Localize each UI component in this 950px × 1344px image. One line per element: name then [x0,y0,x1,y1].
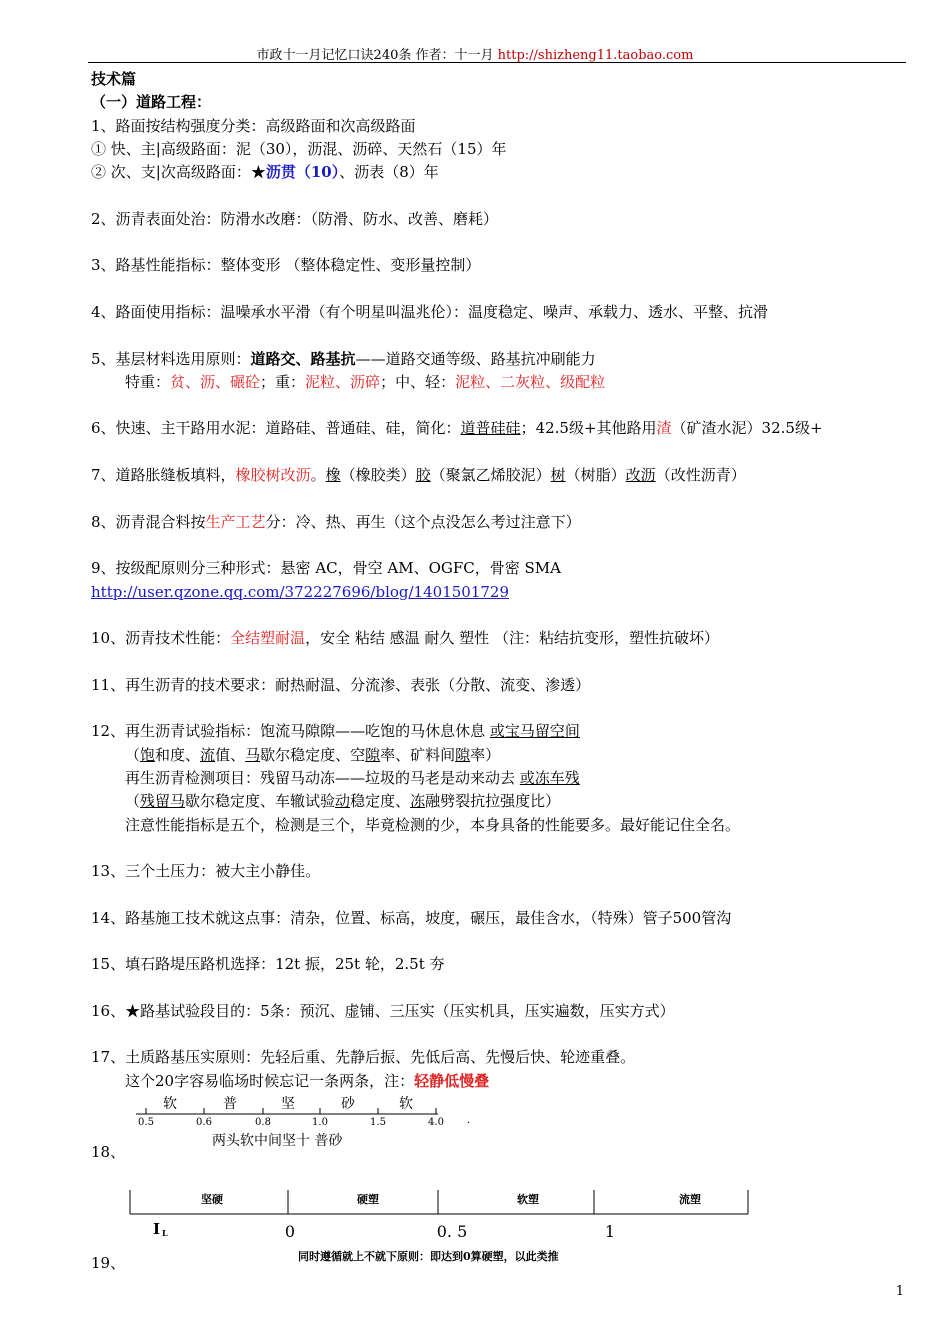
document-body [91,68,911,1093]
text-span: 稳定度、 [350,792,411,811]
red-span: 全结塑耐温 [230,629,306,648]
text-span: 8、沥青混合料按 [91,512,206,531]
red-span: 生产工艺 [205,512,266,531]
item-3: 3、路基性能指标：整体变形 （整体稳定性、变形量控制） [91,256,481,275]
item-5-sub [91,371,911,394]
item-13: 13、三个土压力：被大主小静佳。 [91,862,321,881]
text-span: ——道路交通等级、路基抗冲刷能力 [355,349,596,368]
consistency-figure [128,1186,752,1268]
page-header [0,44,950,63]
item-5 [91,348,911,371]
underline-span: 动 [335,792,351,811]
text-span: 特重： [125,372,171,391]
tick-value: 1.5 [370,1117,386,1128]
scale-label: 软 [399,1096,413,1112]
red-bold-span: 轻静低慢叠 [414,1071,490,1090]
red-span: 泥粒、二灰粒、级配粒 [455,372,606,391]
highlight-span: 沥贯（10） [265,163,340,182]
text-span: 10、沥青技术性能： [91,629,231,648]
text-span: 分：冷、热、再生（这个点没怎么考过注意下） [265,512,581,531]
underline-span: 隙 [455,745,471,764]
item-12-sub3 [91,790,911,813]
text-span: 歇尔稳定度、车辙试验 [185,792,336,811]
il-value: 1 [604,1222,616,1241]
text-span: （聚氯乙烯胶泥） [430,466,551,485]
header-text: 市政十一月记忆口诀240条 作者：十一月 [256,48,494,63]
underline-span: 橡 [325,466,341,485]
table-header: 软塑 [517,1193,539,1206]
text-span: ；重： [260,372,306,391]
text-span: ；42.5级+其他路用 [520,419,657,438]
text-span: 、沥表（8）年 [339,163,439,182]
text-span: （ [125,745,141,764]
tick-value: 0.8 [255,1117,271,1128]
item-9: 9、按级配原则分三种形式：悬密 AC，骨空 AM、OGFC，骨密 SMA [91,559,561,578]
item-12-sub4: 注意性能指标是五个，检测是三个，毕竟检测的少，本身具备的性能要多。最好能记住全名。 [125,815,741,834]
item-14: 14、路基施工技术就这点事：清杂，位置、标高，坡度，碾压，最佳含水，（特殊）管子500管沟 [91,908,732,927]
tick-value: 0.5 [138,1117,154,1128]
tick-value: 4.0 [428,1117,444,1128]
subsection-title: （一）道路工程： [91,93,212,112]
text-span: 值、 [215,745,246,764]
text-span: 再生沥青检测项目：残留马动冻——垃圾的马老是动来动去 [125,768,520,787]
text-span: ；中、轻： [380,372,456,391]
underline-span: 胶 [415,466,431,485]
header-url[interactable]: http://shizheng11.taobao.com [497,48,694,63]
text-span: （树脂） [565,466,626,485]
text-span: （改性沥青） [655,466,746,485]
tick-value: 0.6 [196,1117,212,1128]
text-span: 率） [470,745,501,764]
text-span: （矿渣水泥）32.5级+ [671,419,823,438]
table-header: 坚硬 [201,1193,223,1206]
scale-label: 砂 [341,1096,355,1112]
item-9-link-line [91,581,911,604]
underline-span: 道普硅硅 [460,419,521,438]
scale-label: 软 [163,1096,177,1112]
il-symbol: I [153,1220,161,1238]
figure-caption: 同时遵循就上不就下原则：即达到0算硬塑，以此类推 [298,1250,559,1263]
il-value: 0. 5 [436,1222,468,1241]
underline-span: 马 [245,745,261,764]
header-rule [88,62,906,63]
item-10 [91,627,911,650]
text-span: 歇尔稳定度、空 [260,745,366,764]
text-span: 12、再生沥青试验指标：饱流马隙隙——吃饱的马休息休息 [91,722,490,741]
text-span: （ [125,792,141,811]
text-span: 这个20字容易临场时候忘记一条两条，注： [125,1071,415,1090]
item-15: 15、填石路堤压路机选择：12t 振，25t 轮，2.5t 夯 [91,955,445,974]
bold-span: 道路交、路基抗 [250,349,356,368]
underline-span: 冻 [410,792,426,811]
text-span: ，安全 粘结 感温 耐久 塑性 （注：粘结抗变形，塑性抗破坏） [305,629,719,648]
red-span: 橡胶树改沥 [235,466,311,485]
item-1: 1、路面按结构强度分类：高级路面和次高级路面 [91,116,416,135]
underline-span: 或冻车残 [519,768,580,787]
item-18-label: 18、 [91,1143,126,1161]
underline-span: 或宝马留空间 [489,722,580,741]
blog-link[interactable]: http://user.qzone.qq.com/372227696/blog/1401501729 [91,582,509,601]
underline-span: 隙 [365,745,381,764]
il-symbol-sub: L [162,1228,168,1238]
item-11: 11、再生沥青的技术要求：耐热耐温、分流渗、表张（分散、流变、渗透） [91,675,591,694]
scale-label: 普 [223,1096,237,1112]
text-span: 。 [310,466,326,485]
red-span: 贫、沥、碾砼 [170,372,261,391]
scale-caption: 两头软中间坚十 普砂 [212,1133,343,1149]
item-8 [91,511,911,534]
item-2: 2、沥青表面处治：防滑水改磨：（防滑、防水、改善、磨耗） [91,209,499,228]
item-12-sub1 [91,744,911,767]
tick-value: 1.0 [312,1117,328,1128]
item-7 [91,464,911,487]
text-span: 率、矿料间 [380,745,456,764]
scale-label: 坚 [281,1096,295,1112]
underline-span: 残留马 [140,792,186,811]
text-span: ② 次、支|次高级路面：★ [91,163,266,182]
item-1-sub2 [91,161,911,184]
item-6 [91,417,911,440]
text-span: 融劈裂抗拉强度比） [425,792,561,811]
item-19-label: 19、 [91,1254,126,1272]
underline-span: 改沥 [625,466,656,485]
item-4: 4、路面使用指标：温噪承水平滑（有个明星叫温兆伦）：温度稳定、噪声、承载力、透水、平整、抗滑 [91,302,769,321]
item-12-sub2 [91,767,911,790]
underline-span: 饱 [140,745,156,764]
table-header: 硬塑 [357,1193,379,1206]
underline-span: 流 [200,745,216,764]
item-1-sub1: ① 快、主|高级路面：泥（30），沥混、沥碎、天然石（15）年 [91,139,507,158]
section-title: 技术篇 [91,70,137,88]
text-span: 6、快速、主干路用水泥：道路硅、普通硅、硅，简化： [91,419,461,438]
item-16: 16、★路基试验段目的：5条：预沉、虚铺、三压实（压实机具，压实遍数，压实方式） [91,1001,675,1020]
page-number: 1 [895,1284,904,1299]
item-17: 17、土质路基压实原则：先轻后重、先静后振、先低后高、先慢后快、轮迹重叠。 [91,1048,636,1067]
stray-dot: · [467,1118,471,1129]
red-span: 泥粒、沥碎 [305,372,381,391]
text-span: （橡胶类） [340,466,416,485]
text-span: 7、道路胀缝板填料， [91,466,236,485]
table-header: 流塑 [679,1193,701,1206]
underline-span: 树 [550,466,566,485]
text-span: 和度、 [155,745,201,764]
il-value: 0 [284,1222,296,1241]
text-span: 5、基层材料选用原则： [91,349,251,368]
item-12 [91,720,911,743]
sand-scale-figure [130,1094,470,1154]
item-17-sub [91,1070,911,1093]
red-span: 渣 [656,419,672,438]
